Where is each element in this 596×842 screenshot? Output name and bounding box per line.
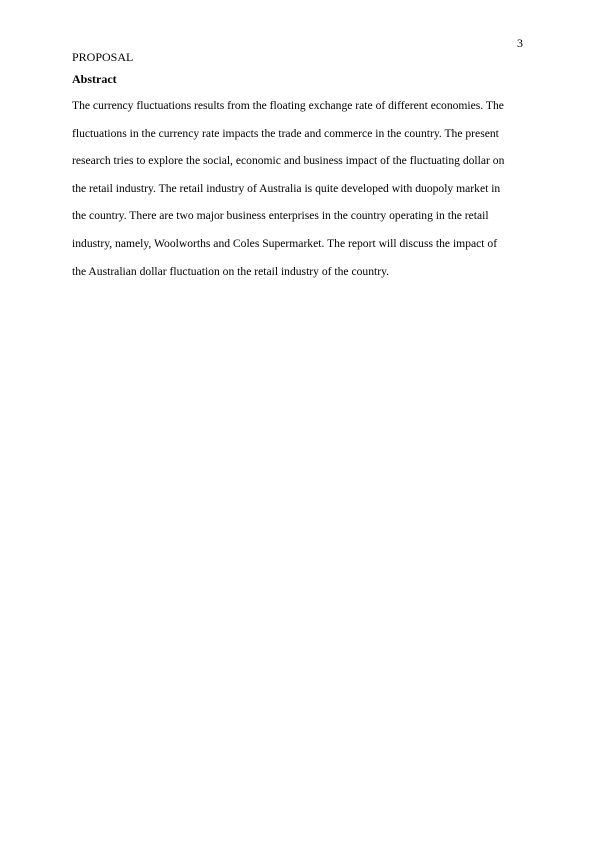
section-heading: Abstract xyxy=(72,72,117,86)
paragraph-line: the retail industry. The retail industry of Australia is quite developed with duopoly market in xyxy=(72,181,501,195)
paragraph-line: industry, namely, Woolworths and Coles Supermarket. The report will discuss the impact of xyxy=(72,236,498,250)
paragraph-line: fluctuations in the currency rate impacts the trade and commerce in the country. The present xyxy=(72,126,499,140)
paragraph-line: the country. There are two major business enterprises in the country operating in the retail xyxy=(72,209,489,223)
paragraph-line: research tries to explore the social, economic and business impact of the fluctuating dollar on xyxy=(72,154,505,168)
page-number: 3 xyxy=(517,36,523,50)
paragraph-line: The currency fluctuations results from the floating exchange rate of different economies. The xyxy=(72,99,504,112)
running-head: PROPOSAL xyxy=(72,50,134,64)
paragraph-line: the Australian dollar fluctuation on the retail industry of the country. xyxy=(72,264,390,278)
abstract-paragraph xyxy=(72,92,524,285)
